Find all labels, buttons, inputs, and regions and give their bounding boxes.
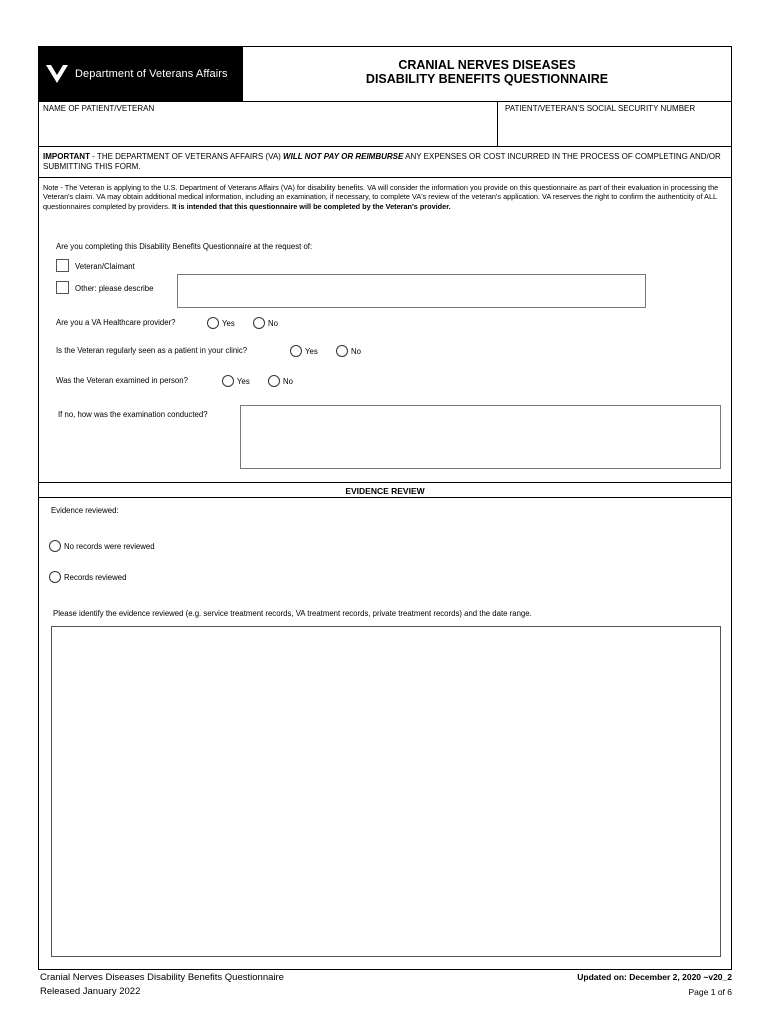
title-line-2: DISABILITY BENEFITS QUESTIONNAIRE <box>365 72 609 86</box>
yes-label: Yes <box>305 347 318 356</box>
other-describe-input[interactable] <box>177 274 646 308</box>
divider <box>497 101 498 146</box>
va-logo-banner <box>39 47 242 101</box>
no-label: No <box>268 319 278 328</box>
va-provider-no-radio[interactable] <box>253 317 265 329</box>
veteran-claimant-label: Veteran/Claimant <box>75 262 135 271</box>
note-text: Note - The Veteran is applying to the U.S. Department of Veterans Affairs (VA) for disability benefits. VA will consider the information you provide on this questionnaire as part of their evaluation in processing the Veteran's claim. VA may obtain additional medical information, including an examination, if necessary, to complete VA's review of the veteran's application. VA reserves the right to confirm the authenticity of ALL questionnaires completed by providers. It is intended that this questionnaire will be completed by the Veteran's provider. <box>43 183 719 211</box>
evidence-identify-prompt: Please identify the evidence reviewed (e.g. service treatment records, VA treatment records, private treatment records) and the date range. <box>53 609 532 618</box>
evidence-description-input[interactable] <box>51 626 721 957</box>
seen-in-clinic-no-radio[interactable] <box>336 345 348 357</box>
seen-in-clinic-yes-radio[interactable] <box>290 345 302 357</box>
records-reviewed-radio[interactable] <box>49 571 61 583</box>
agency-name: Department of Veterans Affairs <box>75 68 228 80</box>
examined-yes-radio[interactable] <box>222 375 234 387</box>
title-line-1: CRANIAL NERVES DISEASES <box>398 58 576 72</box>
form-title <box>242 58 732 86</box>
examined-no-radio[interactable] <box>268 375 280 387</box>
important-notice: IMPORTANT - THE DEPARTMENT OF VETERANS AFFAIRS (VA) WILL NOT PAY OR REIMBURSE ANY EXPENSES OR COST INCURRED IN THE PROCESS OF COMPLETING AND/OR SUBMITTING THIS FORM. <box>43 152 721 171</box>
veteran-claimant-checkbox[interactable] <box>56 259 69 272</box>
yes-label: Yes <box>222 319 235 328</box>
other-label: Other: please describe <box>75 284 154 293</box>
records-reviewed-label: Records reviewed <box>64 573 127 582</box>
seen-in-clinic-question: Is the Veteran regularly seen as a patient in your clinic? <box>56 346 248 355</box>
va-seal-icon <box>45 63 69 85</box>
exam-method-question: If no, how was the examination conducted? <box>58 410 208 419</box>
divider <box>39 497 731 498</box>
request-of-question: Are you completing this Disability Benefits Questionnaire at the request of: <box>56 242 313 251</box>
no-records-label: No records were reviewed <box>64 542 155 551</box>
footer-form-name: Cranial Nerves Diseases Disability Benefits Questionnaire <box>40 972 284 983</box>
footer-updated: Updated on: December 2, 2020 ~v20_2 <box>577 972 732 982</box>
patient-name-label: NAME OF PATIENT/VETERAN <box>43 104 155 113</box>
divider <box>39 146 731 147</box>
other-checkbox[interactable] <box>56 281 69 294</box>
exam-method-input[interactable] <box>240 405 721 469</box>
divider <box>39 177 731 178</box>
footer-released: Released January 2022 <box>40 986 141 997</box>
yes-label: Yes <box>237 377 250 386</box>
patient-name-field[interactable] <box>41 114 495 144</box>
ssn-label: PATIENT/VETERAN'S SOCIAL SECURITY NUMBER <box>505 104 696 113</box>
ssn-field[interactable] <box>499 114 730 144</box>
footer-page-number: Page 1 of 6 <box>688 987 732 997</box>
divider <box>39 101 731 102</box>
va-provider-question: Are you a VA Healthcare provider? <box>56 318 176 327</box>
examined-in-person-question: Was the Veteran examined in person? <box>56 376 188 385</box>
va-provider-yes-radio[interactable] <box>207 317 219 329</box>
no-label: No <box>283 377 293 386</box>
evidence-review-heading: EVIDENCE REVIEW <box>345 486 425 496</box>
divider <box>39 482 731 483</box>
evidence-reviewed-label: Evidence reviewed: <box>51 506 119 515</box>
no-label: No <box>351 347 361 356</box>
no-records-radio[interactable] <box>49 540 61 552</box>
